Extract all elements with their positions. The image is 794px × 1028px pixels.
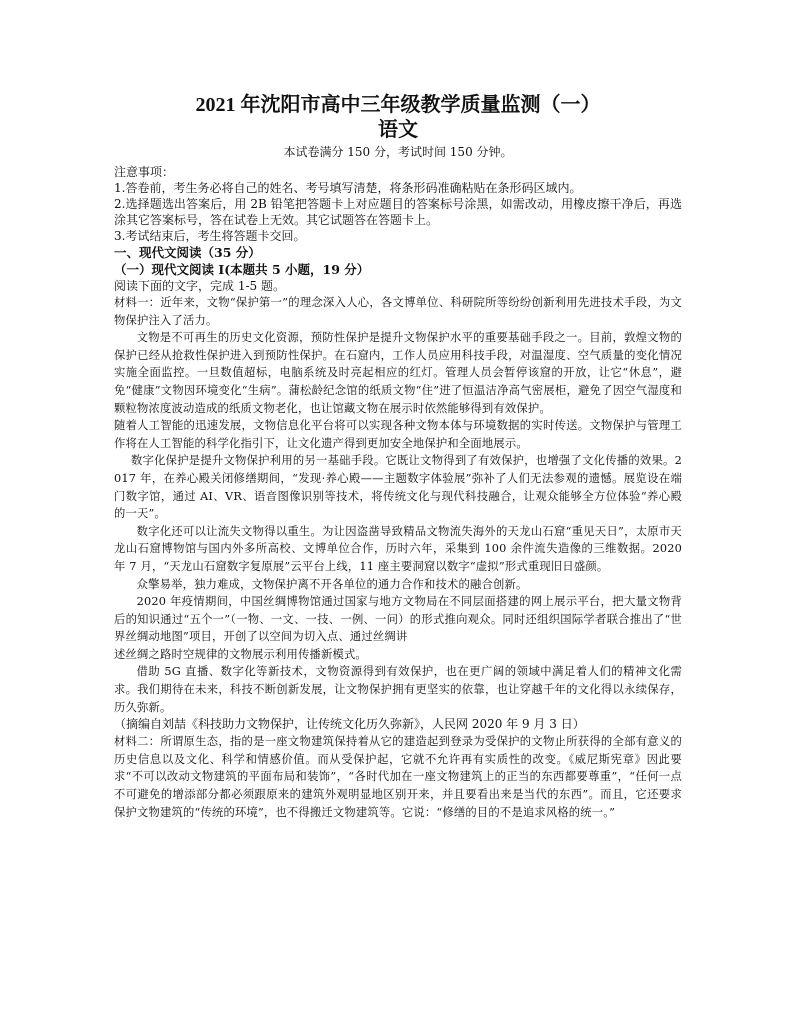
material-one bbox=[114, 294, 682, 733]
exam-page bbox=[114, 92, 682, 821]
material-source: （摘编自刘喆《科技助力文物保护，让传统文化历久弥新》，人民网 2020 年 9 月 3 日） bbox=[114, 717, 585, 732]
notes-block bbox=[114, 164, 682, 244]
notes-item: 1.答卷前，考生务必将自己的姓名、考号填写清楚，将条形码准确粘贴在条形码区域内。 bbox=[114, 181, 582, 195]
exam-info: 本试卷满分 150 分，考试时间 150 分钟。 bbox=[283, 145, 513, 159]
section-title: 一、现代文阅读（35 分） bbox=[114, 245, 261, 260]
material-paragraph: 材料一：近年来，文物“保护第一”的理念深入人心，各文博单位、科研院所等纷纷创新利用先进技术手段，为文物保护注入了活力。 bbox=[114, 296, 682, 327]
notes-label: 注意事项： bbox=[114, 165, 175, 179]
material-paragraph: 材料二：所谓原生态，指的是一座文物建筑保持着从它的建造起到登录为受保护的文物止所获得的全部有意义的历史信息以及文化、科学和情感价值。而从受保护起，它就不允许再有实质性的改变。《威尼斯宪章》因此要求“不可以改动文物建筑的平面布局和装饰”，“各时代加在一座文物建筑上的正当的东西都要尊重”，“任何一点不可避免的增添部分都必须跟原来的建筑外观明显地区别开来，并且要看出来是当代的东西”。而且，它还要求保护文物建筑的“传统的环境”，也不得搬迁文物建筑等。它说：“修缮的目的不是追求风格的统一。” bbox=[114, 735, 682, 819]
material-two bbox=[114, 733, 682, 821]
subject-title: 语文 bbox=[378, 119, 418, 141]
material-paragraph: 文物是不可再生的历史文化资源，预防性保护是提升文物保护水平的重要基础手段之一。目前，敦煌文物的保护已经从抢救性保护进入到预防性保护。在石窟内，工作人员应用科技手段，对温湿度、空气质量的变化情况实施全面监控。一旦数值超标，电脑系统及时亮起相应的红灯。管理人员会暂停该窟的开放，让它“休息”，避免“健康”文物因环境变化“生病”。蒲松龄纪念馆的纸质文物“住”进了恒温洁净高气密展柜，避免了因空气湿度和颗粒物浓度波动造成的纸质文物老化，也让馆藏文物在展示时依然能够得到有效保护。 bbox=[114, 331, 682, 415]
material-paragraph: 2020 年疫情期间，中国丝绸博物馆通过国家与地方文物局在不同层面搭建的网上展示平台，把大量文物背后的知识通过“五个一”（一物、一文、一技、一例、一问）的形式推向观众。同时还组织国际学者联合推出了“世界丝绸动地图”项目，开创了以空间为切入点、通过丝绸讲 bbox=[114, 595, 682, 644]
notes-item: 2.选择题选出答案后，用 2B 铅笔把答题卡上对应题目的答案标号涂黑，如需改动，用橡皮擦干净后，再选涂其它答案标号，答在试卷上无效。其它试题答在答题卡上。 bbox=[114, 197, 682, 227]
material-paragraph: 借助 5G 直播、数字化等新技术，文物资源得到有效保护，也在更广阔的领域中满足着人们的精神文化需求。我们期待在未来，科技不断创新发展，让文物保护拥有更坚实的依靠，也让穿越千年的文化得以永续保存，历久弥新。 bbox=[114, 665, 682, 714]
notes-item: 3.考试结束后，考生将答题卡交回。 bbox=[114, 229, 306, 243]
material-paragraph: 数字化还可以让流失文物得以重生。为让因盗凿导致精品文物流失海外的天龙山石窟“重见天日”，太原市天龙山石窟博物馆与国内外多所高校、文博单位合作，历时六年，采集到 100 余件流失造像的三维数据。2020 年 7 月，“天龙山石窟数字复原展”云平台上线，11 座主要洞窟以数字“虚拟”形式重现旧日盛颜。 bbox=[114, 524, 682, 573]
material-paragraph: 述丝绸之路时空规律的文物展示利用传播新模式。 bbox=[114, 647, 367, 661]
subsection-title: （一）现代文阅读 I(本题共 5 小题，19 分） bbox=[114, 262, 370, 277]
exam-title: 2021 年沈阳市高中三年级教学质量监测（一） bbox=[195, 94, 601, 116]
material-paragraph: 随着人工智能的迅速发展，文物信息化平台将可以实现各种文物本体与环境数据的实时传送。文物保护与管理工作将在人工智能的科学化指引下，让文化遗产得到更加安全地保护和全面地展示。 bbox=[114, 419, 682, 450]
material-paragraph: 众擎易举，独力难成，文物保护离不开各单位的通力合作和技术的融合创新。 bbox=[136, 577, 528, 591]
reading-instruction: 阅读下面的文字，完成 1-5 题。 bbox=[114, 279, 285, 293]
material-paragraph: 数字化保护是提升文物保护利用的另一基础手段。它既让文物得到了有效保护，也增强了文化传播的效果。2017 年，在养心殿关闭修缮期间，“发现·养心殿——主题数字体验展”弥补了人们无法参观的遗憾。展览设在端门数字馆，通过 AI、VR、语音图像识别等技术，将传统文化与现代科技融合，让观众能够全方位体验“养心殿的一天”。 bbox=[114, 454, 682, 521]
